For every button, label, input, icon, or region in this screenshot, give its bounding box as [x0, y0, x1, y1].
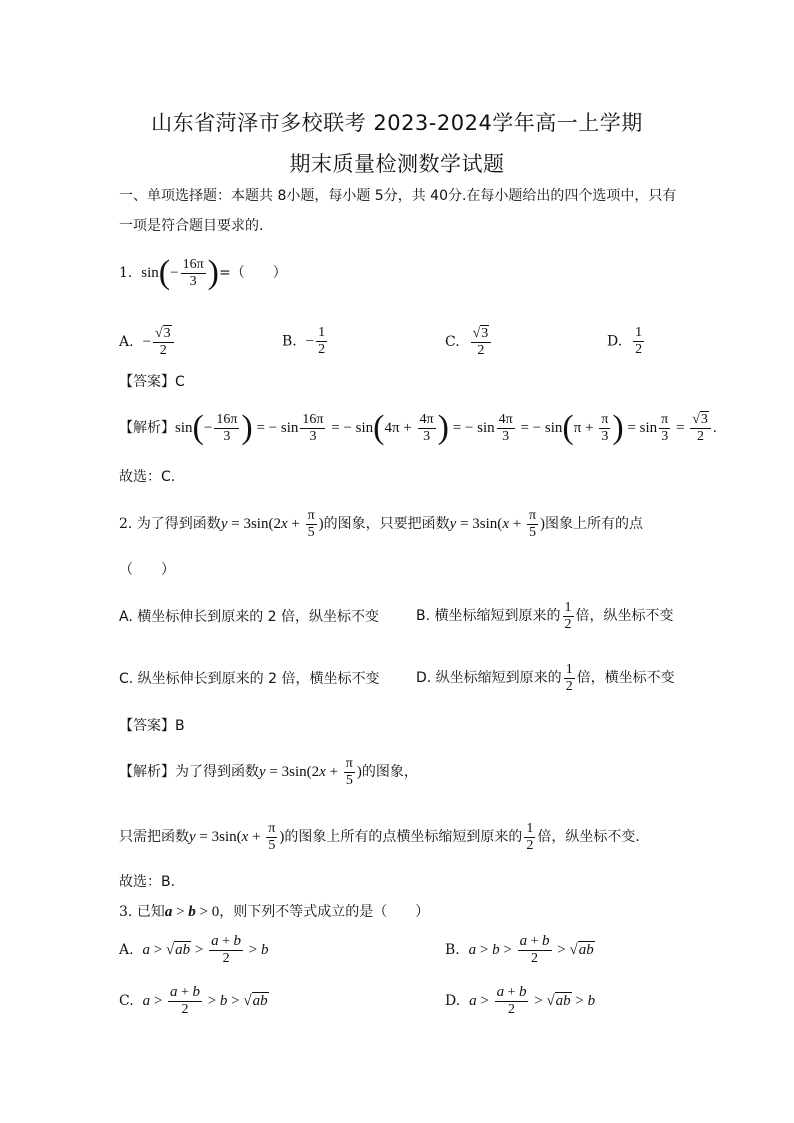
q1-option-d: D. $\frac{1}{2}$: [607, 325, 643, 357]
q3-option-d: D. a > $\frac{a + b}{2}$ > √ab > b: [445, 984, 596, 1017]
q2-option-c: C. 纵坐标伸长到原来的 2 倍，横坐标不变: [119, 671, 380, 687]
q2-analysis-line-2: 只需把函数y = 3sin(x + $\frac{\pi}{5}$ )的图象上所有的点横坐标缩短到原来的 $\frac{1}{2}$ 倍，纵坐标不变.: [119, 820, 640, 853]
title-line-2: 期末质量检测数学试题: [289, 152, 505, 176]
q2-answer: 【答案】B: [119, 718, 185, 734]
q2-conclusion: 故选：B.: [119, 874, 176, 890]
q1-answer: 【答案】C: [119, 374, 185, 390]
q1-analysis: 【解析】sin(− $\frac{16\pi}{3}$ ) = − sin $\frac{16\pi}{3}$ = − sin(4π + $\frac{4\pi}{3}$ ) = − sin $\frac{4\pi}{3}$ = − sin(π + $\frac{\pi}{3}$ ) = sin $\frac{\pi}{3}$ = $\frac{√3}{2}$ .: [119, 409, 717, 446]
q3-option-a: A. a > √ab > $\frac{a + b}{2}$ > b: [119, 933, 269, 966]
title-line-1: 山东省菏泽市多校联考 2023-2024学年高一上学期: [151, 111, 643, 135]
q1-option-c: C. $\frac{√3}{2}$: [445, 325, 493, 359]
q2-option-b: B. 横坐标缩短到原来的 $\frac{1}{2}$ 倍，纵坐标不变: [416, 599, 674, 632]
q1-conclusion: 故选：C.: [119, 469, 176, 485]
q1-option-b: B. − $\frac{1}{2}$: [282, 325, 326, 357]
q2-analysis-line-1: 【解析】为了得到函数y = 3sin(2x + $\frac{\pi}{5}$ )的图象，: [119, 755, 418, 788]
q1-stem-suffix: =（ ）: [218, 265, 287, 281]
question-1: 1. sin(− $\frac{16\pi}{3}$ )=（ ）: [119, 254, 287, 291]
section-heading: 一、单项选择题：本题共 8小题，每小题 5分，共 40分.在每小题给出的四个选项中，只有: [119, 188, 677, 204]
q1-option-a: A. − $\frac{√3}{2}$: [119, 325, 176, 359]
q2-option-a: A. 横坐标伸长到原来的 2 倍，纵坐标不变: [119, 609, 380, 625]
q3-option-c: C. a > $\frac{a + b}{2}$ > b > √ab: [119, 984, 268, 1017]
question-2: 2. 为了得到函数y = 3sin(2x + $\frac{\pi}{5}$ )的图象，只要把函数y = 3sin(x + $\frac{\pi}{5}$ )图象上所有的点: [119, 507, 644, 540]
q1-number: 1.: [119, 265, 133, 281]
question-3: 3. 已知a > b > 0，则下列不等式成立的是（ ）: [119, 904, 430, 920]
q2-paren: （ ）: [119, 562, 175, 578]
section-heading-cont: 一项是符合题目要求的.: [119, 218, 264, 234]
q2-option-d: D. 纵坐标缩短到原来的 $\frac{1}{2}$ 倍，横坐标不变: [416, 661, 675, 694]
q3-option-b: B. a > b > $\frac{a + b}{2}$ > √ab: [445, 933, 594, 966]
